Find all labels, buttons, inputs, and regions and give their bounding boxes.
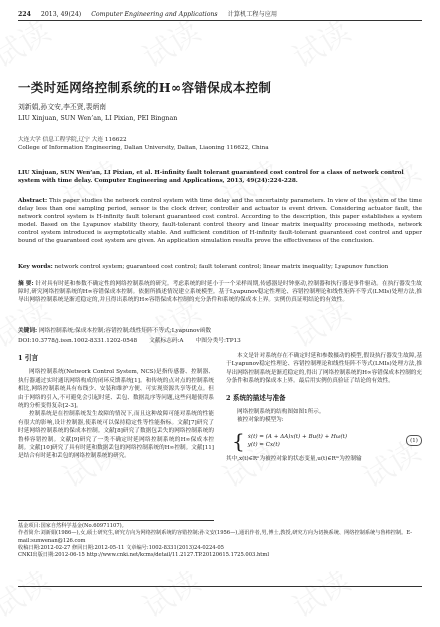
paper-title: 一类时延网络控制系统的H∞容错保成本控制 (18, 80, 272, 95)
issue: 2013, 49(24) (40, 11, 82, 18)
section-heading-model: 2 系统的描述与准备 (226, 393, 286, 402)
authors-en: LIU Xinjuan, SUN Wen’an, LI Pixian, PEI Bingnan (18, 115, 178, 122)
footnote-dates: 收稿日期:2012-02-27 修回日期:2012-05-11 文章编号:1002-8331(2013)24-0224-05 (18, 544, 224, 551)
classification-line (18, 337, 422, 345)
affiliation-cn: 大连大学 信息工程学院,辽宁 大连 116622 (18, 137, 127, 143)
left-column (18, 352, 214, 461)
keywords-en (18, 263, 422, 271)
paragraph: 其中,x(t)∈Rⁿ为被控对象的状态变量,u(t)∈Rᵐ为控制输 (226, 455, 362, 462)
citation: LIU Xinjuan, SUN Wen’an, LI Pixian, et al. H-infinity fault tolerant guaranteed cost control for a class of network control system with time delay. Computer Engineering and Applications, 2013, 49(24):224-228. (18, 170, 404, 185)
footnote-fund: 基金项目:国家自然科学基金(No.60971107)。 (18, 523, 127, 529)
watermark (0, 557, 57, 626)
keywords-cn-label: 关键词: (18, 328, 38, 334)
keywords-text: network control system; guaranteed cost control; fault tolerant control; linear matrix inequality; Lyapunov function (54, 264, 389, 270)
section-heading-intro: 1 引言 (18, 354, 39, 362)
page-number: 224 (18, 11, 31, 18)
equation-1 (232, 428, 422, 453)
watermark (133, 557, 207, 626)
document-code: 文献标志码:A (149, 338, 184, 344)
abstract-cn-text: 针对具有时延和参数不确定性的网络控制系统的研究。考虑系统的时延小于一个采样周期,传感器是时钟驱动,控制器和执行器是事件驱动。在执行器发生故障时,研究网络控制系统的H∞容错保成本控制。依据所描述情况建立系统模型。基于Lyapunov稳定性理论、容错控制理论和线性矩阵不等式(LMIs)处理方法,推导出网络控制系统是渐近稳定的,并且得出系统的H∞容错保成本控制的充分条件和系统的保成本上界。实例仿真证明结论的有效性。 (18, 281, 422, 304)
paragraph: 被控对象的模型为: (237, 417, 284, 424)
bottom-divider (18, 586, 422, 587)
running-head (18, 6, 422, 21)
paragraph: 网络控制系统(Network Control System, NCS)是指传感器、控制器、执行器通过实时通讯网络构成的闭环反馈系统[1]。和传统的点对点的控制系统相比,网络控制系统具有布线少、安装和维护方便、可实现资源共享等优点。但由于网络的引入,不可避免会引起时延、丢包、数据乱序等问题,这些问题使得系统的分析变得复杂[2-3]。 (18, 369, 214, 410)
authors-cn: 刘新娟,孙文安,李丕贤,裴炳南 (18, 103, 107, 111)
equation-line: y(t) = Cx(t) (247, 441, 280, 448)
affiliation (18, 136, 422, 152)
paragraph: 网络控制系统的结构图如图1所示。 (237, 409, 325, 416)
equation-lines (248, 433, 347, 449)
paragraph: 本文是针对系统存在不确定时延和参数摄动的模型,假设执行器发生故障,基于Lyapunov稳定性理论、容错控制理论和线性矩阵不等式(LMIs)处理方法,推导出网络控制系统是渐近稳定的,得出了网络控制系统的H∞容错保成本控制的充分条件和系统的保成本上界。最后用实例仿真验证了结论的有效性。 (226, 353, 422, 385)
abstract-cn-label: 摘 要: (18, 281, 34, 287)
equation-body (232, 428, 348, 453)
footnote-cnki: CNKI出版日期:2012-06-15 http://www.cnki.net/kcms/detail/11.2127.TP.20120615.1725.003.html (18, 552, 269, 559)
abstract-text: This paper studies the network control system with time delay and the uncertainty parameters. In view of the system of the time delay less than one sampling period, sensor is the clock driver, controller and actuator is event driven. Considering actuator fault, the network control system is H-infinity fault tolerant guaranteed cost control. According to the description, this paper establishes a system model. Based on the Lyapunov stability theory, fault-tolerant control theory and linear matrix inequality processing methods, network control system introduced is asymptotically stable. And sufficient condition of H-infinity fault-tolerant guaranteed cost control and upper bound of the guaranteed cost system are given. An application simulation results prove the effectiveness of the conclusion. (18, 198, 422, 245)
paragraph: 控制系统是在控制系统发生故障的情况下,而且这种故障可能对系统的性能有很大的影响,设计控制器,使系统可以保持稳定性等性能指标。文献[7]研究了时延网络控制系统的保成本控制。文献[8]研究了数据包丢失的网络控制系统的鲁棒容错控制。文献[9]研究了一类不确定时延网络控制系统的H∞保成本控制。文献[10]研究了具有时延和数据丢包的网络控制系统的H∞控制。文献[11]是结合有时延和丢包的网络控制系统的研究。 (18, 411, 214, 460)
journal-name: Computer Engineering and Applications (91, 11, 218, 18)
abstract-en (18, 197, 422, 246)
footnotes (18, 523, 422, 559)
abstract-cn (18, 280, 422, 304)
footnote-divider (18, 520, 214, 521)
equation-number: (1) (406, 435, 422, 446)
keywords-cn (18, 327, 422, 335)
watermark (283, 557, 357, 626)
journal-name-cn: 计算机工程与应用 (227, 11, 278, 18)
affiliation-en: College of Information Engineering, Dalian University, Dalian, Liaoning 116622, China (18, 145, 269, 152)
right-column (226, 352, 422, 463)
abstract-label: Abstract: (18, 198, 48, 204)
footnote-bio: 作者简介:刘新娟(1986—),女,硕士研究生,研究方向为网络控制系统的容错控制;孙文安(1956—),通讯作者,男,博士,教授,研究方向为切换系统、网络控制系统与鲁棒控制。E-mail:sunwenan@126.com (18, 530, 413, 544)
clc-number: 中图分类号:TP13 (195, 338, 241, 344)
doi: DOI:10.3778/j.issn.1002-8331.1202-0548 (18, 338, 138, 344)
keywords-cn-text: 网络控制系统;保成本控制;容错控制;线性矩阵不等式;Lyapunov函数 (38, 328, 212, 334)
equation-line: ẋ(t) = (A + ΔA)x(t) + Bu(t) + Hω(t) (247, 433, 348, 440)
keywords-label: Key words: (18, 264, 53, 270)
brace-glyph: { (232, 428, 245, 453)
